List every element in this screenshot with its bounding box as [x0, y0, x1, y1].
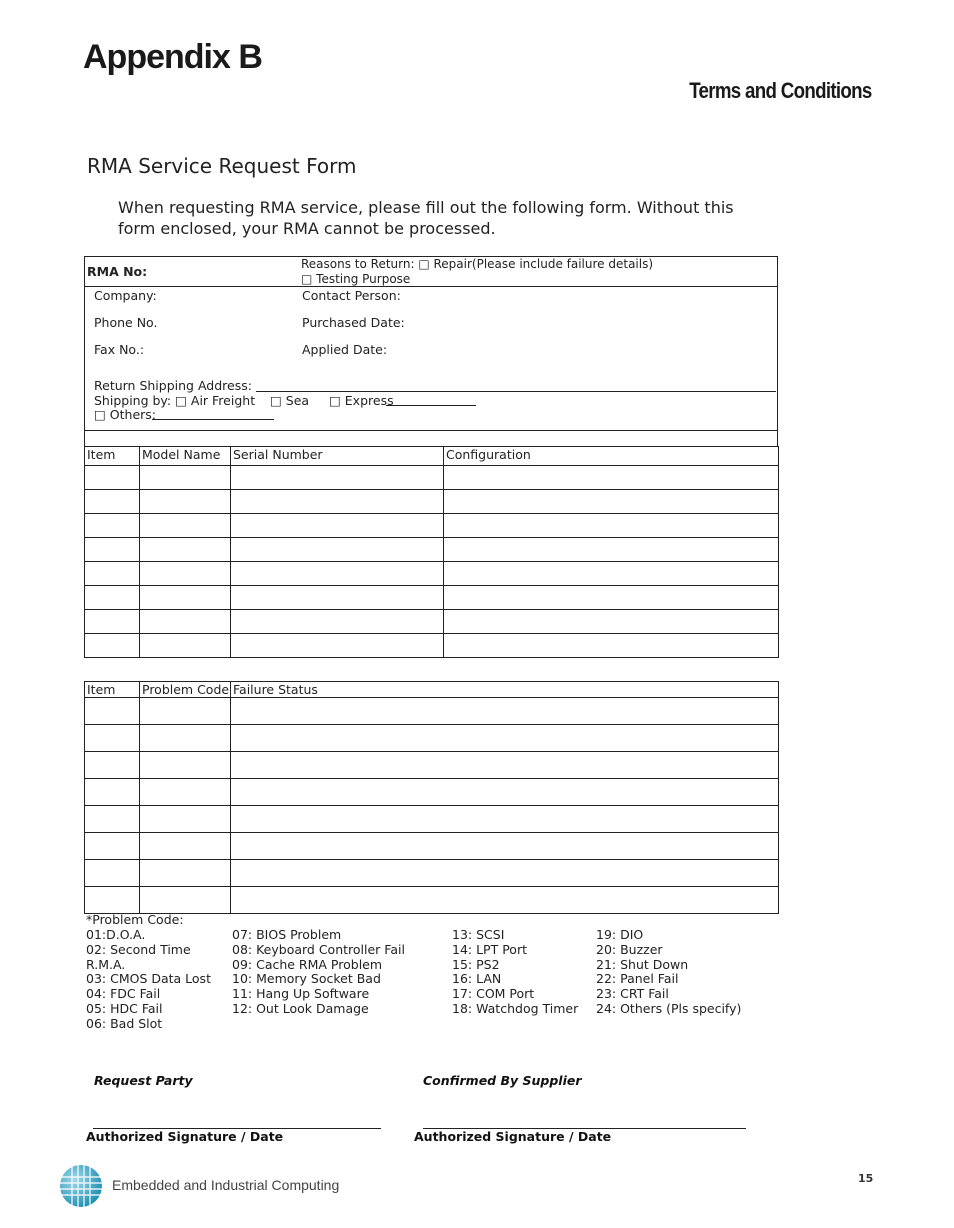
code-item: 04: FDC Fail	[86, 986, 161, 1002]
problem-codes-col2	[232, 928, 405, 1017]
table-row	[85, 466, 779, 490]
cell[interactable]	[444, 538, 779, 562]
cell[interactable]	[140, 698, 231, 725]
table-row	[85, 752, 779, 779]
page-number: 15	[858, 1172, 874, 1185]
code-item: 09: Cache RMA Problem	[232, 956, 383, 972]
cell[interactable]	[140, 806, 231, 833]
table-row	[85, 779, 779, 806]
table-row	[85, 860, 779, 887]
appendix-title: Appendix B	[83, 38, 262, 76]
cell[interactable]	[140, 562, 231, 586]
cell[interactable]	[444, 634, 779, 658]
table-row	[85, 887, 779, 914]
section-title: Terms and Conditions	[689, 78, 872, 103]
cell[interactable]	[444, 514, 779, 538]
cell[interactable]	[231, 466, 444, 490]
cell[interactable]	[140, 752, 231, 779]
problem-codes-col1	[86, 928, 211, 1032]
code-item: 12: Out Look Damage	[232, 1000, 369, 1016]
code-item: 02: Second Time	[86, 941, 191, 957]
code-item: 01:D.O.A.	[86, 927, 146, 942]
items-table	[84, 446, 779, 658]
code-item: 20: Buzzer	[596, 941, 663, 957]
cell[interactable]	[231, 833, 779, 860]
header-serial-number: Serial Number	[231, 447, 444, 466]
cell[interactable]	[231, 490, 444, 514]
failure-table	[84, 681, 779, 914]
cell[interactable]	[85, 887, 140, 914]
cell[interactable]	[231, 698, 779, 725]
company-label: Company:	[94, 288, 157, 303]
address-line	[256, 391, 776, 392]
code-item: 08: Keyboard Controller Fail	[232, 941, 405, 957]
cell[interactable]	[231, 514, 444, 538]
others-line	[152, 419, 274, 420]
cell[interactable]	[444, 466, 779, 490]
cell[interactable]	[444, 490, 779, 514]
code-item: 23: CRT Fail	[596, 986, 669, 1002]
cell[interactable]	[231, 779, 779, 806]
code-item: 05: HDC Fail	[86, 1000, 163, 1016]
cell[interactable]	[231, 610, 444, 634]
cell[interactable]	[140, 466, 231, 490]
code-item: 24: Others (Pls specify)	[596, 1000, 742, 1016]
cell[interactable]	[444, 610, 779, 634]
cell[interactable]	[85, 490, 140, 514]
shipping-by-label: Shipping by: □ Air Freight	[94, 393, 256, 408]
table-header-row	[85, 682, 779, 698]
others-option: □ Others:	[94, 407, 156, 422]
cell[interactable]	[85, 698, 140, 725]
phone-label: Phone No.	[94, 315, 158, 330]
table-row	[85, 833, 779, 860]
header-model-name: Model Name	[140, 447, 231, 466]
cell[interactable]	[231, 538, 444, 562]
reasons-label: Reasons to Return: □ Repair(Please include failure details)	[301, 257, 654, 271]
cell[interactable]	[444, 562, 779, 586]
cell[interactable]	[140, 538, 231, 562]
table-row	[85, 806, 779, 833]
express-line	[386, 405, 476, 406]
code-item: 07: BIOS Problem	[232, 927, 342, 942]
cell[interactable]	[85, 833, 140, 860]
company-logo-icon	[58, 1163, 104, 1209]
code-item: 10: Memory Socket Bad	[232, 971, 381, 987]
cell[interactable]	[85, 860, 140, 887]
code-item: 03: CMOS Data Lost	[86, 971, 211, 987]
code-item: 22: Panel Fail	[596, 971, 679, 987]
table-row	[85, 514, 779, 538]
code-item: 06: Bad Slot	[86, 1015, 163, 1031]
cell[interactable]	[140, 586, 231, 610]
code-item: 18: Watchdog Timer	[452, 1000, 579, 1016]
divider	[84, 430, 778, 431]
code-item: 17: COM Port	[452, 986, 535, 1002]
code-item: 14: LPT Port	[452, 941, 527, 957]
authorized-signature-left: Authorized Signature / Date	[86, 1129, 284, 1144]
cell[interactable]	[85, 586, 140, 610]
cell[interactable]	[85, 634, 140, 658]
cell[interactable]	[231, 634, 444, 658]
problem-code-title: *Problem Code:	[86, 912, 184, 927]
table-row	[85, 562, 779, 586]
header-failure-status: Failure Status	[231, 682, 779, 698]
cell[interactable]	[140, 634, 231, 658]
code-item: 15: PS2	[452, 956, 500, 972]
cell[interactable]	[231, 806, 779, 833]
cell[interactable]	[85, 538, 140, 562]
cell[interactable]	[85, 806, 140, 833]
header-configuration: Configuration	[444, 447, 779, 466]
code-item: 11: Hang Up Software	[232, 986, 370, 1002]
table-row	[85, 490, 779, 514]
cell[interactable]	[140, 833, 231, 860]
cell[interactable]	[85, 779, 140, 806]
cell[interactable]	[85, 752, 140, 779]
return-address-label: Return Shipping Address:	[94, 378, 252, 393]
header-item: Item	[85, 447, 140, 466]
problem-codes-col3	[452, 928, 578, 1017]
code-item: 16: LAN	[452, 971, 502, 987]
cell[interactable]	[140, 779, 231, 806]
cell[interactable]	[140, 887, 231, 914]
sea-option: □ Sea	[270, 393, 310, 408]
code-item: 13: SCSI	[452, 927, 505, 942]
contact-person-label: Contact Person:	[302, 288, 401, 303]
cell[interactable]	[85, 466, 140, 490]
authorized-signature-right: Authorized Signature / Date	[414, 1129, 612, 1144]
problem-codes-col4	[596, 928, 741, 1017]
table-row	[85, 586, 779, 610]
table-row	[85, 725, 779, 752]
rma-no-label: RMA No:	[87, 264, 148, 279]
cell[interactable]	[140, 860, 231, 887]
confirmed-by-supplier-label: Confirmed By Supplier	[423, 1073, 582, 1088]
code-item: 21: Shut Down	[596, 956, 689, 972]
table-row	[85, 538, 779, 562]
cell[interactable]	[140, 514, 231, 538]
cell[interactable]	[231, 752, 779, 779]
cell[interactable]	[231, 860, 779, 887]
cell[interactable]	[140, 490, 231, 514]
footer-tagline: Embedded and Industrial Computing	[112, 1177, 340, 1193]
cell[interactable]	[85, 725, 140, 752]
cell[interactable]	[85, 610, 140, 634]
cell[interactable]	[231, 586, 444, 610]
cell[interactable]	[85, 514, 140, 538]
header-item: Item	[85, 682, 140, 698]
header-problem-code: Problem Code	[140, 682, 231, 698]
cell[interactable]	[85, 562, 140, 586]
request-party-label: Request Party	[94, 1073, 193, 1088]
cell[interactable]	[140, 610, 231, 634]
code-item: 19: DIO	[596, 927, 644, 942]
applied-date-label: Applied Date:	[302, 342, 388, 357]
cell[interactable]	[140, 725, 231, 752]
testing-purpose-option: □ Testing Purpose	[301, 272, 411, 286]
divider	[84, 286, 778, 287]
intro-paragraph: When requesting RMA service, please fill out the following form. Without this form enclosed, your RMA cannot be processed.	[118, 198, 734, 238]
express-option: □ Express	[329, 393, 394, 408]
code-item: R.M.A.	[86, 956, 126, 972]
purchased-date-label: Purchased Date:	[302, 315, 405, 330]
fax-label: Fax No.:	[94, 342, 145, 357]
table-row	[85, 698, 779, 725]
cell[interactable]	[444, 586, 779, 610]
cell[interactable]	[231, 725, 779, 752]
table-row	[85, 634, 779, 658]
form-title: RMA Service Request Form	[87, 154, 357, 178]
cell[interactable]	[231, 887, 779, 914]
table-row	[85, 610, 779, 634]
cell[interactable]	[231, 562, 444, 586]
table-header-row	[85, 447, 779, 466]
